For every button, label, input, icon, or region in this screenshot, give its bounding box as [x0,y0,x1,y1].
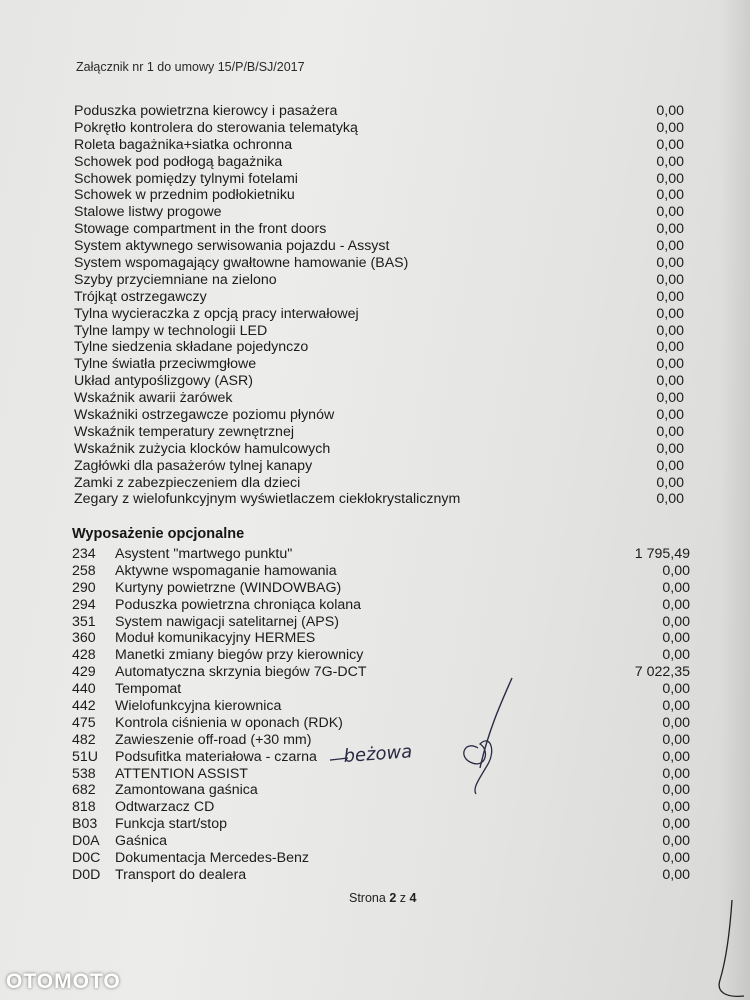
document-header: Załącznik nr 1 do umowy 15/P/B/SJ/2017 [76,60,305,74]
item-price: 0,00 [656,255,684,272]
item-price: 0,00 [662,866,690,883]
item-price: 0,00 [656,305,684,322]
standard-item-row [74,390,684,407]
item-label: Wielofunkcyjna kierownica [115,698,282,715]
standard-item-row [74,475,684,492]
item-label: Tylne lampy w technologii LED [74,322,268,339]
item-price: 0,00 [662,765,690,782]
item-code: D0D [72,866,101,883]
item-label: Odtwarzacz CD [115,799,215,816]
item-price: 0,00 [656,204,684,221]
item-label: Automatyczna skrzynia biegów 7G-DCT [115,664,367,681]
standard-item-row [74,120,684,137]
item-price: 0,00 [656,339,684,356]
page-total: 4 [409,891,417,905]
optional-item-row [72,597,690,614]
standard-item-row [74,187,684,204]
item-price: 0,00 [656,373,684,390]
item-code: 818 [72,799,96,816]
item-code: 360 [72,630,96,647]
item-price: 0,00 [656,491,684,508]
item-price: 0,00 [662,562,690,579]
item-label: Poduszka powietrzna chroniąca kolana [115,596,362,613]
standard-item-row [74,171,684,188]
item-label: System nawigacji satelitarnej (APS) [115,613,339,630]
item-price: 0,00 [662,833,690,850]
item-price: 0,00 [656,170,684,187]
item-price: 0,00 [662,816,690,833]
item-label: Schowek pod podłogą bagażnika [74,153,283,170]
item-label: Schowek w przednim podłokietniku [74,187,295,204]
optional-item-row [72,647,690,664]
item-code: 351 [72,613,96,630]
item-label: Wskaźniki ostrzegawcze poziomu płynów [74,407,335,424]
item-label: Wskaźnik zużycia klocków hamulcowych [74,440,331,457]
standard-item-row [74,306,684,323]
item-label: Zawieszenie off-road (+30 mm) [115,731,312,748]
item-price: 0,00 [662,748,690,765]
optional-item-row [72,580,690,597]
item-label: Zamki z zabezpieczeniem dla dzieci [74,474,301,491]
item-price: 0,00 [656,457,684,474]
standard-item-row [74,255,684,272]
signature-stroke [700,900,750,1000]
item-label: System aktywnego serwisowania pojazdu - Assyst [74,238,390,255]
optional-item-row [72,630,690,647]
standard-item-row [74,323,684,340]
item-price: 0,00 [662,596,690,613]
item-code: D0C [72,850,101,867]
standard-item-row [74,441,684,458]
item-code: 538 [72,765,96,782]
standard-item-row [74,407,684,424]
optional-item-row [72,833,690,850]
item-label: Tylne siedzenia składane pojedynczo [74,339,309,356]
item-label: Tylne światła przeciwmgłowe [74,356,257,373]
item-label: Stalowe listwy progowe [74,204,222,221]
item-label: Zagłówki dla pasażerów tylnej kanapy [74,457,313,474]
item-price: 0,00 [656,322,684,339]
item-price: 0,00 [662,731,690,748]
page-prefix: Strona [349,891,386,905]
item-price: 0,00 [656,238,684,255]
item-code: B03 [72,816,98,833]
item-code: 682 [72,782,96,799]
item-price: 0,00 [656,271,684,288]
item-price: 0,00 [662,799,690,816]
page-current: 2 [389,891,397,905]
standard-item-row [74,204,684,221]
item-price: 0,00 [656,356,684,373]
item-price: 0,00 [662,681,690,698]
handwritten-annotation [330,670,530,800]
item-label: Układ antypoślizgowy (ASR) [74,373,253,390]
item-label: Kurtyny powietrzne (WINDOWBAG) [115,579,342,596]
item-label: Szyby przyciemniane na zielono [74,271,277,288]
item-label: Schowek pomiędzy tylnymi fotelami [74,170,298,187]
item-code: 294 [72,596,96,613]
item-label: Wskaźnik temperatury zewnętrznej [74,423,294,440]
item-price: 0,00 [656,221,684,238]
item-label: Moduł komunikacyjny HERMES [115,630,316,647]
item-price: 0,00 [662,698,690,715]
item-price: 0,00 [656,103,684,119]
item-label: Wskaźnik awarii żarówek [74,390,233,407]
optional-item-row [72,850,690,867]
item-label: Trójkąt ostrzegawczy [74,288,207,305]
item-price: 0,00 [662,714,690,731]
item-code: D0A [72,833,100,850]
standard-item-row [74,137,684,154]
item-price: 0,00 [662,782,690,799]
item-code: 442 [72,698,96,715]
watermark-logo: OTOMOTO [6,970,121,993]
item-price: 0,00 [662,613,690,630]
item-price: 0,00 [656,119,684,136]
optional-equipment-title: Wyposażenie opcjonalne [72,526,245,542]
optional-item-row [72,614,690,631]
item-label: Zamontowana gaśnica [115,782,258,799]
item-price: 7 022,35 [634,664,690,681]
item-price: 0,00 [662,579,690,596]
item-price: 0,00 [656,407,684,424]
item-label: Roleta bagażnika+siatka ochronna [74,136,293,153]
item-price: 0,00 [656,153,684,170]
item-label: Stowage compartment in the front doors [74,221,327,238]
standard-equipment-list [74,103,684,508]
optional-item-row [72,546,690,563]
item-code: 429 [72,664,96,681]
item-label: Gaśnica [115,833,168,850]
item-price: 0,00 [656,440,684,457]
item-code: 234 [72,546,96,562]
page-edge-shadow [720,0,750,1000]
item-label: Manetki zmiany biegów przy kierownicy [115,647,364,664]
page-separator: z [399,891,407,905]
item-code: 290 [72,579,96,596]
optional-item-row [72,563,690,580]
item-price: 0,00 [656,136,684,153]
item-label: System wspomagający gwałtowne hamowanie (BAS) [74,255,409,272]
item-label: Funkcja start/stop [115,816,227,833]
optional-item-row [72,799,690,816]
item-code: 475 [72,714,96,731]
optional-item-row [72,867,690,884]
standard-item-row [74,154,684,171]
standard-item-row [74,373,684,390]
item-price: 0,00 [656,423,684,440]
item-label: Poduszka powietrzna kierowcy i pasażera [74,103,338,119]
standard-item-row [74,491,684,508]
item-code: 51U [72,748,99,765]
item-code: 258 [72,562,96,579]
item-label: ATTENTION ASSIST [115,765,248,782]
standard-item-row [74,458,684,475]
item-label: Aktywne wspomaganie hamowania [115,562,337,579]
standard-item-row [74,103,684,120]
standard-item-row [74,272,684,289]
item-label: Tempomat [115,681,182,698]
item-label: Tylna wycieraczka z opcją pracy interwałowej [74,305,359,322]
standard-item-row [74,424,684,441]
item-label: Transport do dealera [115,866,247,883]
item-price: 0,00 [656,288,684,305]
standard-item-row [74,339,684,356]
item-price: 0,00 [656,474,684,491]
standard-item-row [74,238,684,255]
optional-item-row [72,816,690,833]
item-label: Kontrola ciśnienia w oponach (RDK) [115,714,343,731]
item-price: 1 795,49 [634,546,690,562]
standard-item-row [74,289,684,306]
standard-item-row [74,221,684,238]
item-price: 0,00 [662,630,690,647]
item-label: Asystent "martwego punktu" [115,546,293,562]
page-number [349,891,416,905]
item-price: 0,00 [662,647,690,664]
item-price: 0,00 [656,390,684,407]
item-price: 0,00 [656,187,684,204]
handwritten-note: beżowa [342,741,413,767]
item-code: 428 [72,647,96,664]
standard-item-row [74,356,684,373]
item-price: 0,00 [662,850,690,867]
item-label: Pokrętło kontrolera do sterowania telematyką [74,119,358,136]
item-code: 440 [72,681,96,698]
item-label: Podsufitka materiałowa - czarna [115,748,317,765]
item-label: Zegary z wielofunkcyjnym wyświetlaczem ciekłokrystalicznym [74,491,461,508]
item-code: 482 [72,731,96,748]
item-label: Dokumentacja Mercedes-Benz [115,850,309,867]
